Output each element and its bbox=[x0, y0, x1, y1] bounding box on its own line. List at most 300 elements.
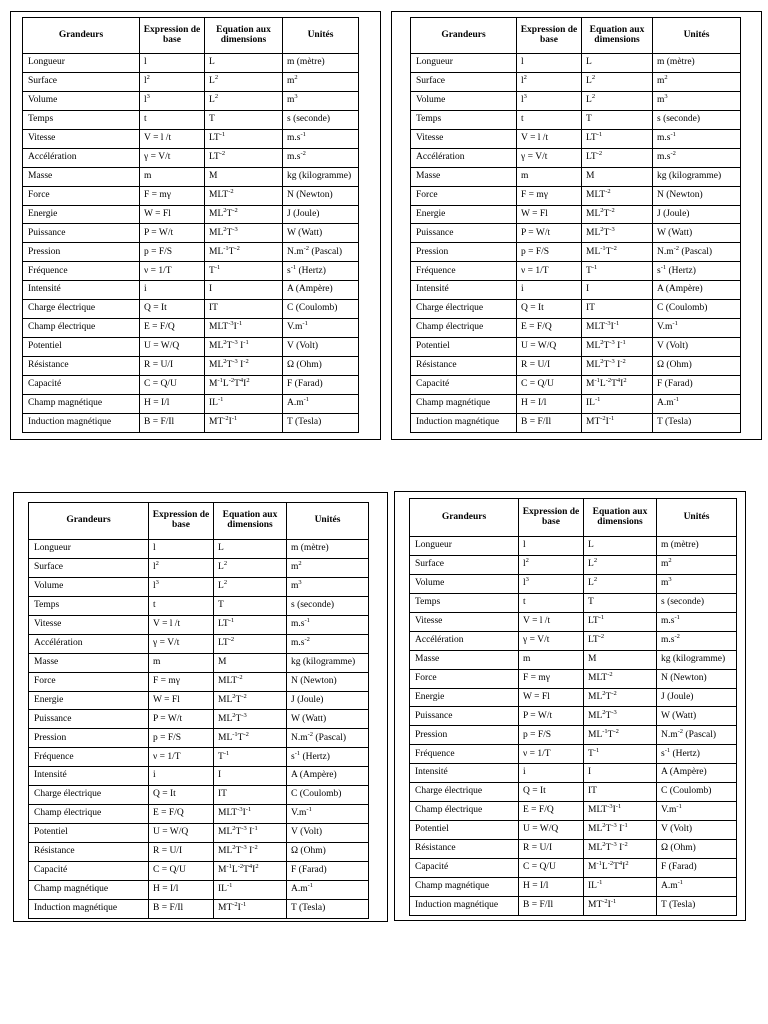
table-row bbox=[411, 205, 741, 224]
cell-expression: t bbox=[140, 110, 205, 129]
cell-unite: W (Watt) bbox=[653, 224, 741, 243]
cell-unite: $m.s^{-2}$ bbox=[283, 148, 359, 167]
cell-grandeur: Force bbox=[410, 669, 519, 688]
cell-expression: W = Fl bbox=[149, 691, 214, 710]
cell-expression: W = Fl bbox=[517, 205, 582, 224]
units-table-card-top-left bbox=[10, 11, 381, 440]
cell-grandeur: Champ électrique bbox=[29, 805, 149, 824]
cell-expression: U = W/Q bbox=[140, 338, 205, 357]
cell-grandeur: Champ magnétique bbox=[411, 394, 517, 413]
table-row bbox=[23, 148, 359, 167]
cell-unite: J (Joule) bbox=[283, 205, 359, 224]
table-row bbox=[410, 840, 737, 859]
cell-expression: E = F/Q bbox=[140, 319, 205, 338]
cell-dimension: $LT^{-1}$ bbox=[205, 129, 283, 148]
cell-dimension: T bbox=[582, 110, 653, 129]
cell-unite: W (Watt) bbox=[283, 224, 359, 243]
table-row bbox=[410, 707, 737, 726]
cell-grandeur: Surface bbox=[29, 558, 149, 577]
cell-dimension: $ML^2T^{-2}$ bbox=[584, 688, 657, 707]
cell-expression: P = W/t bbox=[517, 224, 582, 243]
cell-unite: J (Joule) bbox=[653, 205, 741, 224]
cell-grandeur: Puissance bbox=[411, 224, 517, 243]
cell-grandeur: Volume bbox=[23, 91, 140, 110]
cell-dimension: $M^{-1}L^{-2}T^4I^2$ bbox=[205, 375, 283, 394]
cell-unite: F (Farad) bbox=[283, 375, 359, 394]
cell-expression: W = Fl bbox=[519, 688, 584, 707]
table-row bbox=[411, 224, 741, 243]
cell-grandeur: Fréquence bbox=[411, 262, 517, 281]
cell-expression: R = U/I bbox=[519, 840, 584, 859]
cell-expression: H = I/l bbox=[140, 394, 205, 413]
cell-grandeur: Induction magnétique bbox=[29, 899, 149, 918]
cell-dimension: IT bbox=[582, 300, 653, 319]
cell-expression: R = U/I bbox=[517, 357, 582, 376]
cell-grandeur: Induction magnétique bbox=[23, 413, 140, 432]
cell-dimension: $LT^{-1}$ bbox=[582, 129, 653, 148]
cell-expression: p = F/S bbox=[517, 243, 582, 262]
cell-unite: A (Ampère) bbox=[283, 281, 359, 300]
table-row bbox=[29, 729, 369, 748]
cell-unite: V (Volt) bbox=[283, 338, 359, 357]
table-row bbox=[23, 338, 359, 357]
cell-expression: B = F/Il bbox=[517, 413, 582, 432]
cell-unite: A (Ampère) bbox=[657, 764, 737, 783]
cell-unite: C (Coulomb) bbox=[653, 300, 741, 319]
cell-expression: F = mγ bbox=[517, 186, 582, 205]
table-row bbox=[410, 537, 737, 556]
cell-grandeur: Longueur bbox=[23, 54, 140, 73]
table-header-row bbox=[23, 18, 359, 54]
cell-dimension: $LT^{-2}$ bbox=[584, 631, 657, 650]
cell-expression: l bbox=[140, 54, 205, 73]
cell-dimension: $ML^{-1}T^{-2}$ bbox=[214, 729, 287, 748]
table-row bbox=[410, 612, 737, 631]
cell-grandeur: Accélération bbox=[29, 634, 149, 653]
header-expression: Expression de base bbox=[517, 18, 582, 54]
cell-unite: V (Volt) bbox=[657, 821, 737, 840]
cell-grandeur: Accélération bbox=[411, 148, 517, 167]
cell-grandeur: Capacité bbox=[410, 858, 519, 877]
cell-grandeur: Force bbox=[23, 186, 140, 205]
table-row bbox=[23, 243, 359, 262]
table-row bbox=[410, 688, 737, 707]
cell-expression: P = W/t bbox=[149, 710, 214, 729]
cell-expression: γ = V/t bbox=[140, 148, 205, 167]
cell-expression: $l^3$ bbox=[517, 91, 582, 110]
table-row bbox=[411, 243, 741, 262]
table-row bbox=[23, 357, 359, 376]
cell-expression: U = W/Q bbox=[517, 338, 582, 357]
cell-dimension: $ML^2T^{-3}$ $I^{-2}$ bbox=[582, 357, 653, 376]
cell-unite: $s^{-1}$ (Hertz) bbox=[283, 262, 359, 281]
cell-grandeur: Capacité bbox=[29, 861, 149, 880]
table-row bbox=[29, 824, 369, 843]
cell-unite: C (Coulomb) bbox=[657, 783, 737, 802]
cell-grandeur: Energie bbox=[410, 688, 519, 707]
cell-expression: Q = It bbox=[517, 300, 582, 319]
cell-dimension: $L^2$ bbox=[582, 91, 653, 110]
cell-unite: s (seconde) bbox=[287, 596, 369, 615]
cell-unite: T (Tesla) bbox=[657, 896, 737, 915]
cell-expression: V = l /t bbox=[149, 615, 214, 634]
cell-expression: C = Q/U bbox=[517, 375, 582, 394]
cell-grandeur: Champ électrique bbox=[23, 319, 140, 338]
header-unite: Unités bbox=[283, 18, 359, 54]
table-row bbox=[411, 148, 741, 167]
cell-dimension: $ML^2T^{-2}$ bbox=[582, 205, 653, 224]
header-grandeur: Grandeurs bbox=[23, 18, 140, 54]
cell-dimension: $MT^{-2}I^{-1}$ bbox=[582, 413, 653, 432]
cell-grandeur: Résistance bbox=[29, 843, 149, 862]
table-row bbox=[29, 577, 369, 596]
cell-dimension: $ML^2T^{-3}$ $I^{-1}$ bbox=[582, 338, 653, 357]
table-row bbox=[411, 110, 741, 129]
cell-dimension: M bbox=[214, 653, 287, 672]
cell-unite: $m.s^{-1}$ bbox=[287, 615, 369, 634]
cell-unite: T (Tesla) bbox=[653, 413, 741, 432]
cell-grandeur: Temps bbox=[29, 596, 149, 615]
cell-unite: T (Tesla) bbox=[283, 413, 359, 432]
cell-grandeur: Temps bbox=[23, 110, 140, 129]
header-grandeur: Grandeurs bbox=[411, 18, 517, 54]
cell-expression: E = F/Q bbox=[149, 805, 214, 824]
cell-grandeur: Volume bbox=[411, 91, 517, 110]
cell-grandeur: Vitesse bbox=[411, 129, 517, 148]
cell-expression: $l^2$ bbox=[517, 72, 582, 91]
cell-dimension: IT bbox=[205, 300, 283, 319]
cell-unite: $s^{-1}$ (Hertz) bbox=[287, 748, 369, 767]
cell-dimension: $MLT^{-3}I^{-1}$ bbox=[205, 319, 283, 338]
cell-unite: F (Farad) bbox=[653, 375, 741, 394]
cell-unite: kg (kilogramme) bbox=[657, 650, 737, 669]
header-grandeur: Grandeurs bbox=[410, 499, 519, 537]
cell-dimension: $L^2$ bbox=[584, 555, 657, 574]
table-row bbox=[23, 110, 359, 129]
cell-dimension: T bbox=[584, 593, 657, 612]
table-row bbox=[29, 558, 369, 577]
cell-unite: m (mètre) bbox=[657, 537, 737, 556]
cell-dimension: M bbox=[205, 167, 283, 186]
cell-unite: C (Coulomb) bbox=[283, 300, 359, 319]
cell-expression: p = F/S bbox=[519, 726, 584, 745]
cell-expression: H = I/l bbox=[149, 880, 214, 899]
cell-unite: V (Volt) bbox=[653, 338, 741, 357]
table-row bbox=[29, 861, 369, 880]
table-row bbox=[29, 805, 369, 824]
cell-dimension: $ML^2T^{-3}$ $I^{-2}$ bbox=[584, 840, 657, 859]
table-row bbox=[29, 653, 369, 672]
cell-grandeur: Induction magnétique bbox=[411, 413, 517, 432]
table-header-row bbox=[410, 499, 737, 537]
cell-expression: Q = It bbox=[149, 786, 214, 805]
table-row bbox=[29, 748, 369, 767]
table-row bbox=[410, 802, 737, 821]
cell-expression: C = Q/U bbox=[140, 375, 205, 394]
table-row bbox=[29, 615, 369, 634]
table-row bbox=[23, 91, 359, 110]
cell-dimension: $T^{-1}$ bbox=[205, 262, 283, 281]
cell-grandeur: Potentiel bbox=[29, 824, 149, 843]
cell-grandeur: Résistance bbox=[23, 357, 140, 376]
cell-dimension: $ML^2T^{-3}$ bbox=[582, 224, 653, 243]
cell-expression: P = W/t bbox=[519, 707, 584, 726]
cell-unite: $m.s^{-1}$ bbox=[657, 612, 737, 631]
cell-expression: m bbox=[517, 167, 582, 186]
cell-grandeur: Force bbox=[29, 672, 149, 691]
cell-grandeur: Longueur bbox=[411, 54, 517, 73]
cell-expression: ν = 1/T bbox=[519, 745, 584, 764]
cell-dimension: $ML^{-1}T^{-2}$ bbox=[582, 243, 653, 262]
table-row bbox=[410, 650, 737, 669]
header-expression: Expression de base bbox=[519, 499, 584, 537]
cell-expression: p = F/S bbox=[140, 243, 205, 262]
cell-dimension: $IL^{-1}$ bbox=[582, 394, 653, 413]
cell-grandeur: Puissance bbox=[23, 224, 140, 243]
cell-expression: F = mγ bbox=[140, 186, 205, 205]
table-row bbox=[411, 281, 741, 300]
cell-dimension: $MLT^{-2}$ bbox=[214, 672, 287, 691]
cell-expression: l bbox=[149, 540, 214, 559]
header-unite: Unités bbox=[287, 503, 369, 540]
cell-expression: E = F/Q bbox=[517, 319, 582, 338]
cell-expression: P = W/t bbox=[140, 224, 205, 243]
cell-unite: $m.s^{-2}$ bbox=[657, 631, 737, 650]
header-dimension: Equation aux dimensions bbox=[584, 499, 657, 537]
cell-expression: Q = It bbox=[140, 300, 205, 319]
cell-unite: V (Volt) bbox=[287, 824, 369, 843]
cell-unite: m (mètre) bbox=[287, 540, 369, 559]
table-row bbox=[29, 786, 369, 805]
cell-unite: $m^2$ bbox=[653, 72, 741, 91]
cell-dimension: L bbox=[205, 54, 283, 73]
cell-grandeur: Champ électrique bbox=[411, 319, 517, 338]
cell-grandeur: Vitesse bbox=[410, 612, 519, 631]
cell-unite: N (Newton) bbox=[657, 669, 737, 688]
table-row bbox=[411, 338, 741, 357]
cell-dimension: $MLT^{-3}I^{-1}$ bbox=[582, 319, 653, 338]
cell-grandeur: Vitesse bbox=[29, 615, 149, 634]
cell-expression: l bbox=[517, 54, 582, 73]
cell-expression: E = F/Q bbox=[519, 802, 584, 821]
cell-unite: Ω (Ohm) bbox=[653, 357, 741, 376]
cell-expression: $l^3$ bbox=[519, 574, 584, 593]
cell-unite: Ω (Ohm) bbox=[657, 840, 737, 859]
cell-grandeur: Surface bbox=[410, 555, 519, 574]
cell-unite: $A.m^{-1}$ bbox=[653, 394, 741, 413]
cell-unite: $A.m^{-1}$ bbox=[283, 394, 359, 413]
cell-expression: H = I/l bbox=[517, 394, 582, 413]
cell-expression: t bbox=[519, 593, 584, 612]
cell-expression: γ = V/t bbox=[517, 148, 582, 167]
cell-unite: T (Tesla) bbox=[287, 899, 369, 918]
cell-grandeur: Volume bbox=[29, 577, 149, 596]
cell-unite: $m^3$ bbox=[653, 91, 741, 110]
table-row bbox=[29, 672, 369, 691]
table-row bbox=[29, 843, 369, 862]
cell-expression: B = F/Il bbox=[140, 413, 205, 432]
cell-grandeur: Charge électrique bbox=[410, 783, 519, 802]
cell-dimension: $ML^2T^{-3}$ bbox=[584, 707, 657, 726]
cell-dimension: $L^2$ bbox=[205, 72, 283, 91]
table-row bbox=[23, 167, 359, 186]
cell-dimension: $ML^2T^{-3}$ bbox=[214, 710, 287, 729]
cell-unite: $V.m^{-1}$ bbox=[283, 319, 359, 338]
table-row bbox=[29, 596, 369, 615]
cell-grandeur: Charge électrique bbox=[23, 300, 140, 319]
cell-dimension: $ML^{-1}T^{-2}$ bbox=[584, 726, 657, 745]
cell-expression: m bbox=[140, 167, 205, 186]
table-row bbox=[411, 186, 741, 205]
table-row bbox=[29, 880, 369, 899]
table-row bbox=[410, 593, 737, 612]
cell-grandeur: Intensité bbox=[29, 767, 149, 786]
cell-grandeur: Charge électrique bbox=[411, 300, 517, 319]
cell-dimension: $IL^{-1}$ bbox=[205, 394, 283, 413]
cell-grandeur: Temps bbox=[410, 593, 519, 612]
table-row bbox=[23, 224, 359, 243]
cell-grandeur: Energie bbox=[23, 205, 140, 224]
cell-grandeur: Masse bbox=[23, 167, 140, 186]
table-row bbox=[411, 54, 741, 73]
cell-grandeur: Capacité bbox=[23, 375, 140, 394]
cell-unite: $N.m^{-2}$ (Pascal) bbox=[283, 243, 359, 262]
cell-unite: s (seconde) bbox=[653, 110, 741, 129]
cell-expression: C = Q/U bbox=[519, 858, 584, 877]
header-expression: Expression de base bbox=[140, 18, 205, 54]
cell-grandeur: Force bbox=[411, 186, 517, 205]
header-unite: Unités bbox=[657, 499, 737, 537]
cell-grandeur: Champ magnétique bbox=[23, 394, 140, 413]
cell-unite: N (Newton) bbox=[287, 672, 369, 691]
cell-unite: F (Farad) bbox=[287, 861, 369, 880]
table-row bbox=[29, 710, 369, 729]
cell-unite: kg (kilogramme) bbox=[287, 653, 369, 672]
cell-unite: $V.m^{-1}$ bbox=[657, 802, 737, 821]
cell-grandeur: Pression bbox=[411, 243, 517, 262]
cell-expression: $l^3$ bbox=[149, 577, 214, 596]
cell-dimension: IT bbox=[584, 783, 657, 802]
cell-unite: $m.s^{-2}$ bbox=[287, 634, 369, 653]
table-row bbox=[29, 634, 369, 653]
cell-grandeur: Pression bbox=[29, 729, 149, 748]
cell-unite: $m.s^{-2}$ bbox=[653, 148, 741, 167]
cell-expression: p = F/S bbox=[149, 729, 214, 748]
cell-grandeur: Champ magnétique bbox=[410, 877, 519, 896]
table-row bbox=[410, 631, 737, 650]
cell-expression: Q = It bbox=[519, 783, 584, 802]
table-row bbox=[23, 319, 359, 338]
cell-expression: B = F/Il bbox=[149, 899, 214, 918]
cell-unite: C (Coulomb) bbox=[287, 786, 369, 805]
cell-unite: N (Newton) bbox=[653, 186, 741, 205]
table-row bbox=[410, 669, 737, 688]
cell-grandeur: Induction magnétique bbox=[410, 896, 519, 915]
table-row bbox=[23, 205, 359, 224]
header-dimension: Equation aux dimensions bbox=[582, 18, 653, 54]
cell-grandeur: Intensité bbox=[410, 764, 519, 783]
table-row bbox=[410, 764, 737, 783]
units-table bbox=[22, 17, 359, 433]
cell-expression: $l^2$ bbox=[519, 555, 584, 574]
header-dimension: Equation aux dimensions bbox=[214, 503, 287, 540]
table-row bbox=[410, 821, 737, 840]
cell-grandeur: Vitesse bbox=[23, 129, 140, 148]
table-row bbox=[411, 394, 741, 413]
cell-unite: kg (kilogramme) bbox=[283, 167, 359, 186]
table-row bbox=[410, 783, 737, 802]
table-row bbox=[410, 555, 737, 574]
cell-unite: W (Watt) bbox=[657, 707, 737, 726]
cell-dimension: $MLT^{-2}$ bbox=[582, 186, 653, 205]
cell-unite: s (seconde) bbox=[657, 593, 737, 612]
cell-expression: ν = 1/T bbox=[149, 748, 214, 767]
cell-expression: t bbox=[149, 596, 214, 615]
cell-unite: $m^2$ bbox=[287, 558, 369, 577]
cell-expression: C = Q/U bbox=[149, 861, 214, 880]
cell-dimension: $MLT^{-2}$ bbox=[205, 186, 283, 205]
cell-dimension: $LT^{-2}$ bbox=[214, 634, 287, 653]
table-row bbox=[411, 91, 741, 110]
cell-expression: i bbox=[149, 767, 214, 786]
cell-unite: $m^3$ bbox=[287, 577, 369, 596]
cell-unite: $s^{-1}$ (Hertz) bbox=[653, 262, 741, 281]
cell-unite: J (Joule) bbox=[657, 688, 737, 707]
table-header-row bbox=[29, 503, 369, 540]
cell-expression: U = W/Q bbox=[149, 824, 214, 843]
table-row bbox=[411, 319, 741, 338]
table-row bbox=[23, 129, 359, 148]
table-row bbox=[411, 129, 741, 148]
header-grandeur: Grandeurs bbox=[29, 503, 149, 540]
cell-dimension: $ML^2T^{-3}$ bbox=[205, 224, 283, 243]
table-row bbox=[29, 540, 369, 559]
cell-dimension: $ML^2T^{-3}$ $I^{-1}$ bbox=[584, 821, 657, 840]
header-unite: Unités bbox=[653, 18, 741, 54]
table-row bbox=[23, 186, 359, 205]
cell-dimension: $ML^2T^{-3}$ $I^{-1}$ bbox=[214, 824, 287, 843]
cell-expression: B = F/Il bbox=[519, 896, 584, 915]
cell-grandeur: Charge électrique bbox=[29, 786, 149, 805]
cell-unite: $V.m^{-1}$ bbox=[287, 805, 369, 824]
table-row bbox=[411, 167, 741, 186]
cell-dimension: T bbox=[214, 596, 287, 615]
cell-grandeur: Résistance bbox=[410, 840, 519, 859]
table-row bbox=[23, 300, 359, 319]
cell-unite: $N.m^{-2}$ (Pascal) bbox=[657, 726, 737, 745]
units-table-card-bottom-right bbox=[394, 491, 746, 921]
cell-dimension: $IL^{-1}$ bbox=[214, 880, 287, 899]
cell-dimension: $T^{-1}$ bbox=[214, 748, 287, 767]
table-row bbox=[410, 726, 737, 745]
cell-expression: F = mγ bbox=[519, 669, 584, 688]
cell-dimension: $LT^{-1}$ bbox=[214, 615, 287, 634]
cell-dimension: $ML^2T^{-3}$ $I^{-2}$ bbox=[214, 843, 287, 862]
cell-expression: H = I/l bbox=[519, 877, 584, 896]
cell-dimension: $L^2$ bbox=[214, 577, 287, 596]
cell-grandeur: Volume bbox=[410, 574, 519, 593]
cell-grandeur: Energie bbox=[29, 691, 149, 710]
cell-unite: $m.s^{-1}$ bbox=[653, 129, 741, 148]
cell-dimension: L bbox=[214, 540, 287, 559]
cell-expression: R = U/I bbox=[140, 357, 205, 376]
cell-grandeur: Surface bbox=[23, 72, 140, 91]
cell-dimension: $MLT^{-3}I^{-1}$ bbox=[214, 805, 287, 824]
cell-dimension: $IL^{-1}$ bbox=[584, 877, 657, 896]
cell-grandeur: Potentiel bbox=[410, 821, 519, 840]
cell-expression: W = Fl bbox=[140, 205, 205, 224]
cell-unite: $V.m^{-1}$ bbox=[653, 319, 741, 338]
